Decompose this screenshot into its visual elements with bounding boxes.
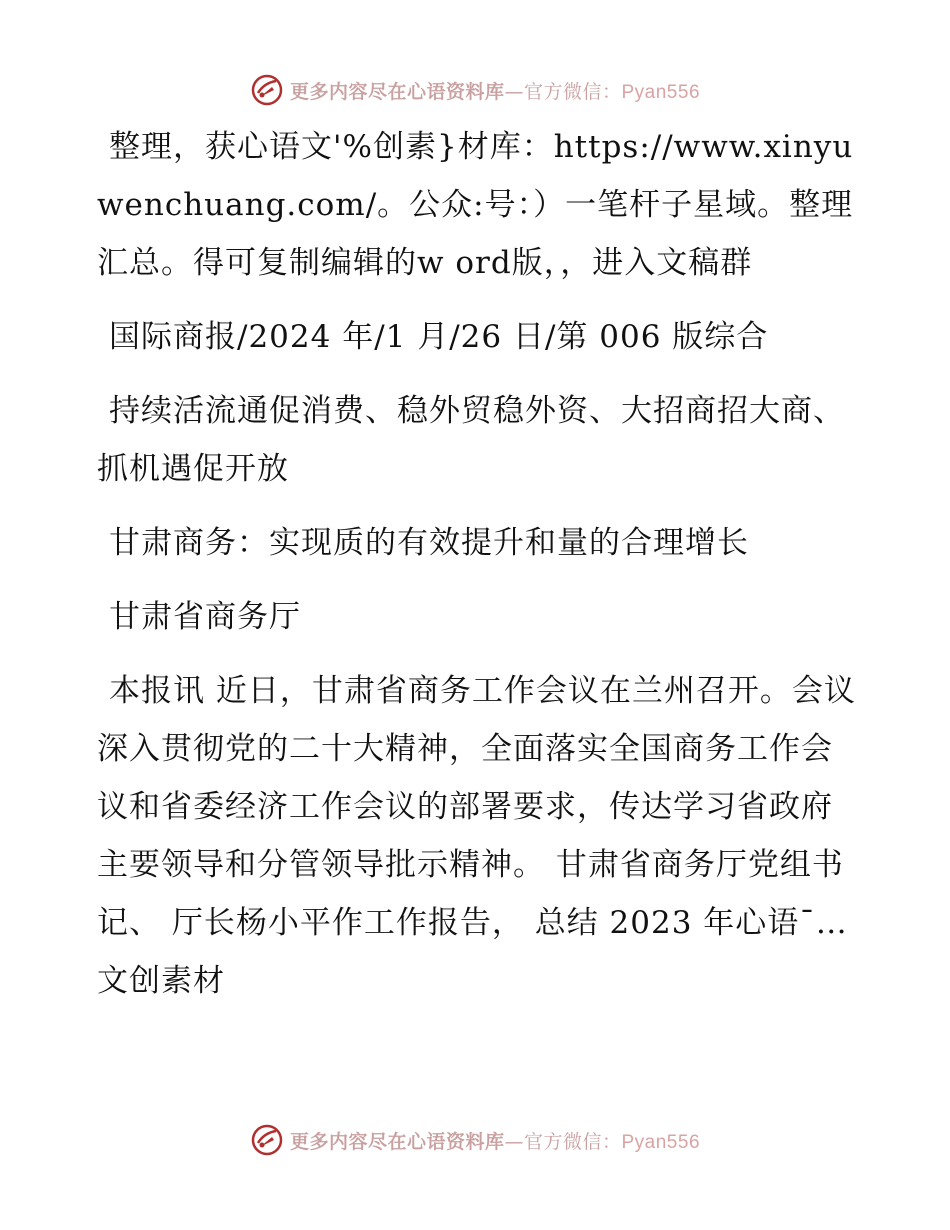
paragraph-body: 本报讯 近日，甘肃省商务工作会议在兰州召开。会议深入贯彻党的二十大精神，全面落实全国商务工作会议和省委经济工作会议的部署要求，传达学习省政府主要领导和分管领导批示精神。 甘肃省商务厅党组书记、 厅长杨小平作工作报告， 总结 2023 年心语¯…文创素材 [97,673,856,999]
article-author: 甘肃省商务厅 [109,599,301,635]
watermark-text [290,1127,700,1154]
watermark-label: 官方微信： [523,80,622,103]
paragraph-source: 国际商报/2024 年/1 月/26 日/第 006 版综合 [109,319,769,355]
brand-logo-icon [250,73,284,107]
watermark-footer [0,1120,950,1160]
article-title: 甘肃商务：实现质的有效提升和量的合理增长 [109,525,749,561]
watermark-header [0,70,950,110]
paragraph-subheading: 持续活流通促消费、稳外贸稳外资、大招商招大商、抓机遇促开放 [97,393,845,487]
document-body [97,118,857,1026]
paragraph-intro: 整理，获心语文'%创素}材库：https://www.xinyuwenchuang.com/。公众:号：）一笔杆子星域。整理汇总。得可复制编辑的w ord版，，进入文稿群 [97,129,854,281]
watermark-text [290,77,700,104]
watermark-label: 官方微信： [523,1130,622,1153]
brand-logo-icon [250,1123,284,1157]
watermark-brand: 更多内容尽在心语资料库 [289,1130,505,1153]
watermark-account: Pyan556 [621,81,701,103]
watermark-dash: — [504,1130,524,1153]
watermark-account: Pyan556 [621,1131,701,1153]
watermark-dash: — [504,80,524,103]
watermark-brand: 更多内容尽在心语资料库 [289,80,505,103]
